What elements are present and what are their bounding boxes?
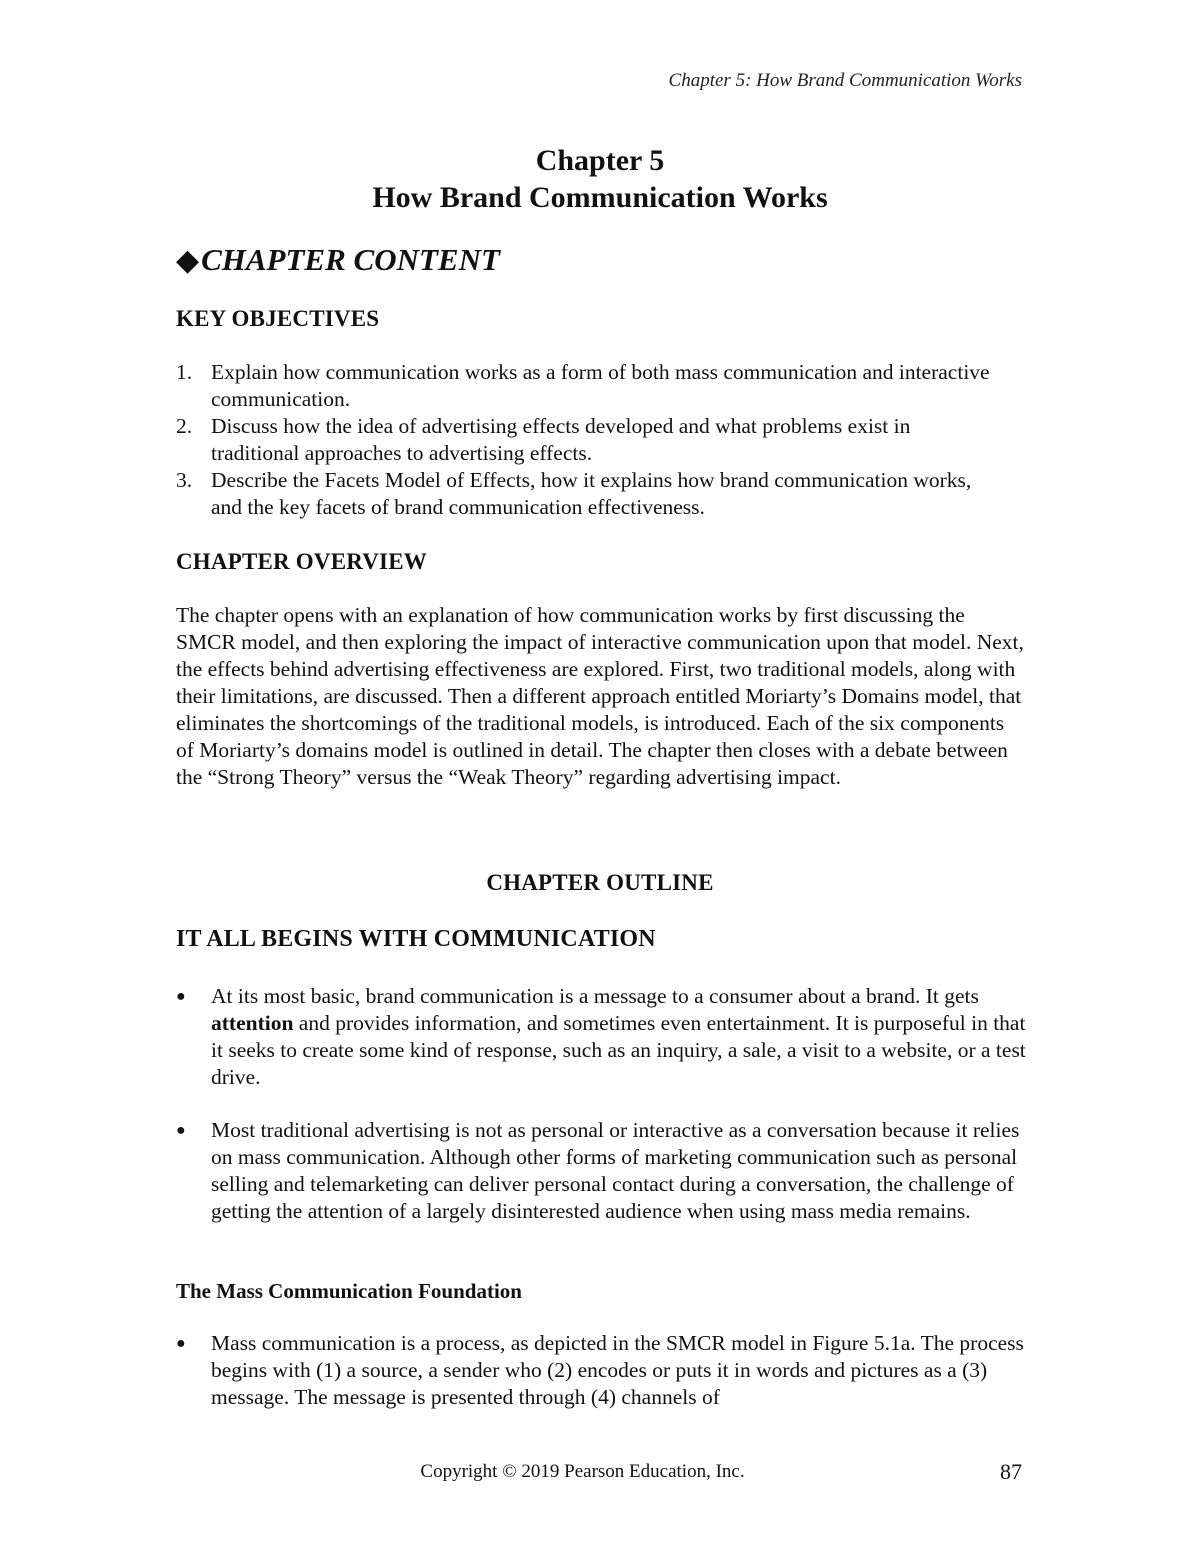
objectives-list <box>176 359 996 521</box>
chapter-number: Chapter 5 <box>535 144 665 177</box>
list-number: 1. <box>176 360 193 384</box>
bold-term: attention <box>211 1011 294 1035</box>
list-item <box>176 467 996 521</box>
list-text: Explain how communication works as a form of both mass communication and interactive communication. <box>211 360 990 411</box>
list-text: Describe the Facets Model of Effects, how it explains how brand communication works, and the key facets of brand communication effectiveness. <box>211 468 972 519</box>
list-item <box>176 359 996 413</box>
bullet-text: At its most basic, brand communication is a message to a consumer about a brand. It gets attention and provides information, and sometimes even entertainment. It is purposeful in that it seeks to create some kind of response, such as an inquiry, a sale, a visit to a website, or a test drive. <box>211 984 1026 1089</box>
bullet-icon: ● <box>176 988 186 1005</box>
diamond-icon: ◆ <box>176 243 200 277</box>
section-heading: IT ALL BEGINS WITH COMMUNICATION <box>176 926 656 952</box>
list-text: Discuss how the idea of advertising effects developed and what problems exist in traditional approaches to advertising effects. <box>211 414 911 465</box>
bullet-icon: ● <box>176 1335 186 1352</box>
bullet-text: Mass communication is a process, as depicted in the SMCR model in Figure 5.1a. The process begins with (1) a source, a sender who (2) encodes or puts it in words and pictures as a (3) message. The message is presented through (4) channels of <box>211 1331 1024 1409</box>
chapter-title <box>0 142 1200 216</box>
running-head: Chapter 5: How Brand Communication Works <box>668 70 1022 91</box>
list-number: 3. <box>176 468 193 492</box>
bullet-item <box>176 1117 1036 1225</box>
bullet-item <box>176 1330 1036 1411</box>
page-number: 87 <box>1000 1459 1022 1484</box>
chapter-outline-heading: CHAPTER OUTLINE <box>486 870 714 895</box>
bullet-item <box>176 983 1036 1091</box>
chapter-content-heading <box>176 242 500 278</box>
list-number: 2. <box>176 414 193 438</box>
key-objectives-heading: KEY OBJECTIVES <box>176 306 380 331</box>
copyright-footer: Copyright © 2019 Pearson Education, Inc. <box>420 1461 745 1482</box>
bullet-text: Most traditional advertising is not as personal or interactive as a conversation because it relies on mass communication. Although other forms of marketing communication such as personal selling and telemarketing can deliver personal contact during a conversation, the challenge of getting the attention of a largely disinterested audience when using mass media remains. <box>211 1118 1020 1223</box>
overview-paragraph: The chapter opens with an explanation of how communication works by first discussing the SMCR model, and then exploring the impact of interactive communication upon that model. Next, the effects behind advertising effectiveness are explored. First, two traditional models, along with their limitations, are discussed. Then a different approach entitled Moriarty’s Domains model, that eliminates the shortcomings of the traditional models, is introduced. Each of the six components of Moriarty’s domains model is outlined in detail. The chapter then closes with a debate between the “Strong Theory” versus the “Weak Theory” regarding advertising impact. <box>176 603 1024 789</box>
subsection-heading: The Mass Communication Foundation <box>176 1279 522 1303</box>
chapter-overview-heading: CHAPTER OVERVIEW <box>176 549 427 574</box>
chapter-name: How Brand Communication Works <box>372 181 828 214</box>
chapter-content-label: CHAPTER CONTENT <box>201 242 500 277</box>
bullet-icon: ● <box>176 1122 186 1139</box>
list-item <box>176 413 996 467</box>
